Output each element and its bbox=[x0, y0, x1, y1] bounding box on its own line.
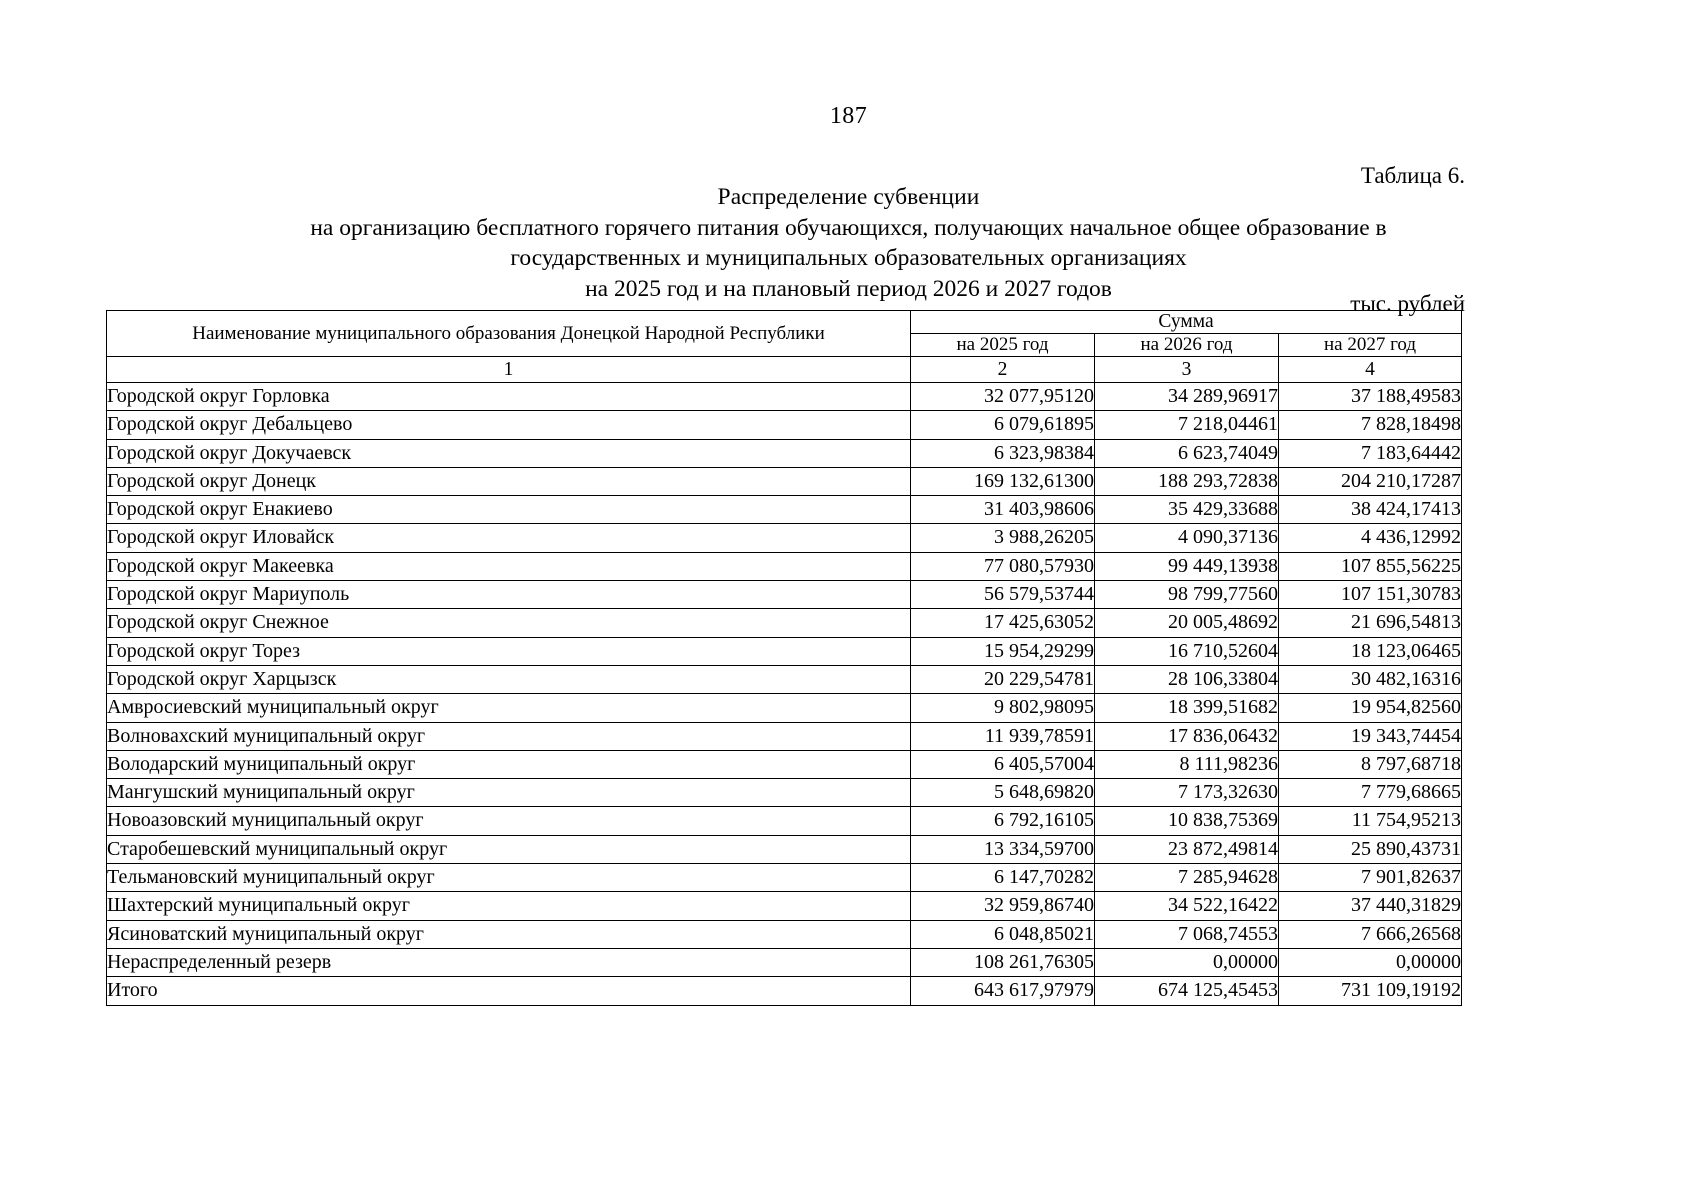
table-row bbox=[107, 750, 1462, 778]
row-municipality-name: Городской округ Харцызск bbox=[107, 665, 911, 693]
row-value-2025: 17 425,63052 bbox=[911, 609, 1095, 637]
row-municipality-name: Ясиноватский муниципальный округ bbox=[107, 920, 911, 948]
row-value-2027: 107 855,56225 bbox=[1279, 552, 1462, 580]
table-row bbox=[107, 807, 1462, 835]
table-row bbox=[107, 581, 1462, 609]
table-row bbox=[107, 552, 1462, 580]
row-value-2025: 6 405,57004 bbox=[911, 750, 1095, 778]
row-value-2025: 5 648,69820 bbox=[911, 779, 1095, 807]
row-value-2026: 7 068,74553 bbox=[1095, 920, 1279, 948]
row-value-2026: 28 106,33804 bbox=[1095, 665, 1279, 693]
row-value-2026: 17 836,06432 bbox=[1095, 722, 1279, 750]
row-value-2026: 7 285,94628 bbox=[1095, 864, 1279, 892]
row-municipality-name: Городской округ Торез bbox=[107, 637, 911, 665]
row-value-2026: 4 090,37136 bbox=[1095, 524, 1279, 552]
row-value-2027: 21 696,54813 bbox=[1279, 609, 1462, 637]
row-value-2027: 38 424,17413 bbox=[1279, 496, 1462, 524]
row-value-2027: 37 440,31829 bbox=[1279, 892, 1462, 920]
table-row bbox=[107, 665, 1462, 693]
row-value-2027: 0,00000 bbox=[1279, 948, 1462, 976]
row-value-2027: 731 109,19192 bbox=[1279, 977, 1462, 1005]
row-value-2025: 6 048,85021 bbox=[911, 920, 1095, 948]
column-number-2: 2 bbox=[911, 357, 1095, 383]
row-value-2025: 6 079,61895 bbox=[911, 411, 1095, 439]
column-number-4: 4 bbox=[1279, 357, 1462, 383]
row-value-2025: 15 954,29299 bbox=[911, 637, 1095, 665]
header-row-top bbox=[107, 311, 1462, 334]
row-municipality-name: Старобешевский муниципальный округ bbox=[107, 835, 911, 863]
row-municipality-name: Нераспределенный резерв bbox=[107, 948, 911, 976]
column-number-row bbox=[107, 357, 1462, 383]
column-number-1: 1 bbox=[107, 357, 911, 383]
row-value-2026: 10 838,75369 bbox=[1095, 807, 1279, 835]
row-value-2025: 20 229,54781 bbox=[911, 665, 1095, 693]
header-name-column: Наименование муниципального образования Донецкой Народной Республики bbox=[107, 311, 911, 357]
row-value-2025: 31 403,98606 bbox=[911, 496, 1095, 524]
row-municipality-name: Новоазовский муниципальный округ bbox=[107, 807, 911, 835]
row-municipality-name: Амвросиевский муниципальный округ bbox=[107, 694, 911, 722]
row-value-2026: 6 623,74049 bbox=[1095, 439, 1279, 467]
table-row bbox=[107, 439, 1462, 467]
table-row bbox=[107, 383, 1462, 411]
table-header bbox=[107, 311, 1462, 357]
table-row bbox=[107, 467, 1462, 495]
row-municipality-name: Городской округ Снежное bbox=[107, 609, 911, 637]
document-title bbox=[0, 182, 1697, 304]
row-value-2027: 8 797,68718 bbox=[1279, 750, 1462, 778]
table-label: Таблица 6. bbox=[1360, 163, 1465, 188]
row-value-2026: 98 799,77560 bbox=[1095, 581, 1279, 609]
table-column-numbers bbox=[107, 357, 1462, 383]
row-municipality-name: Городской округ Дебальцево bbox=[107, 411, 911, 439]
row-value-2027: 7 666,26568 bbox=[1279, 920, 1462, 948]
table-body bbox=[107, 383, 1462, 1006]
row-value-2026: 7 173,32630 bbox=[1095, 779, 1279, 807]
table-row bbox=[107, 977, 1462, 1005]
row-value-2025: 6 323,98384 bbox=[911, 439, 1095, 467]
row-municipality-name: Итого bbox=[107, 977, 911, 1005]
row-value-2025: 9 802,98095 bbox=[911, 694, 1095, 722]
table-row bbox=[107, 835, 1462, 863]
units-note: тыс. рублей bbox=[1350, 291, 1465, 316]
title-line-1: Распределение субвенции bbox=[717, 184, 980, 210]
row-value-2025: 11 939,78591 bbox=[911, 722, 1095, 750]
row-municipality-name: Волновахский муниципальный округ bbox=[107, 722, 911, 750]
table-row bbox=[107, 948, 1462, 976]
table-row bbox=[107, 524, 1462, 552]
row-value-2026: 8 111,98236 bbox=[1095, 750, 1279, 778]
header-year-2026: на 2026 год bbox=[1095, 334, 1279, 357]
header-year-2027: на 2027 год bbox=[1279, 334, 1462, 357]
title-line-3: государственных и муниципальных образовательных организациях bbox=[510, 245, 1187, 271]
row-value-2027: 7 828,18498 bbox=[1279, 411, 1462, 439]
row-value-2027: 19 954,82560 bbox=[1279, 694, 1462, 722]
row-value-2025: 108 261,76305 bbox=[911, 948, 1095, 976]
row-municipality-name: Городской округ Енакиево bbox=[107, 496, 911, 524]
row-municipality-name: Городской округ Мариуполь bbox=[107, 581, 911, 609]
table-row bbox=[107, 892, 1462, 920]
row-value-2026: 0,00000 bbox=[1095, 948, 1279, 976]
row-value-2026: 23 872,49814 bbox=[1095, 835, 1279, 863]
row-municipality-name: Мангушский муниципальный округ bbox=[107, 779, 911, 807]
row-value-2027: 25 890,43731 bbox=[1279, 835, 1462, 863]
table-row bbox=[107, 694, 1462, 722]
row-value-2025: 643 617,97979 bbox=[911, 977, 1095, 1005]
table-row bbox=[107, 864, 1462, 892]
distribution-table bbox=[106, 310, 1462, 1006]
row-value-2027: 11 754,95213 bbox=[1279, 807, 1462, 835]
row-value-2027: 7 779,68665 bbox=[1279, 779, 1462, 807]
column-number-3: 3 bbox=[1095, 357, 1279, 383]
row-value-2025: 32 077,95120 bbox=[911, 383, 1095, 411]
row-value-2027: 37 188,49583 bbox=[1279, 383, 1462, 411]
table-row bbox=[107, 411, 1462, 439]
row-value-2026: 674 125,45453 bbox=[1095, 977, 1279, 1005]
table-row bbox=[107, 637, 1462, 665]
table-row bbox=[107, 496, 1462, 524]
row-value-2027: 18 123,06465 bbox=[1279, 637, 1462, 665]
row-municipality-name: Городской округ Донецк bbox=[107, 467, 911, 495]
table-row bbox=[107, 609, 1462, 637]
header-year-2025: на 2025 год bbox=[911, 334, 1095, 357]
row-value-2026: 188 293,72838 bbox=[1095, 467, 1279, 495]
row-municipality-name: Городской округ Горловка bbox=[107, 383, 911, 411]
row-value-2026: 20 005,48692 bbox=[1095, 609, 1279, 637]
row-municipality-name: Володарский муниципальный округ bbox=[107, 750, 911, 778]
row-municipality-name: Городской округ Докучаевск bbox=[107, 439, 911, 467]
row-value-2026: 18 399,51682 bbox=[1095, 694, 1279, 722]
table-row bbox=[107, 920, 1462, 948]
row-value-2026: 34 522,16422 bbox=[1095, 892, 1279, 920]
row-value-2027: 7 901,82637 bbox=[1279, 864, 1462, 892]
page-number: 187 bbox=[829, 103, 868, 129]
row-value-2025: 169 132,61300 bbox=[911, 467, 1095, 495]
row-value-2027: 7 183,64442 bbox=[1279, 439, 1462, 467]
distribution-table-container bbox=[106, 310, 1461, 1006]
row-municipality-name: Шахтерский муниципальный округ bbox=[107, 892, 911, 920]
row-value-2026: 35 429,33688 bbox=[1095, 496, 1279, 524]
row-value-2027: 19 343,74454 bbox=[1279, 722, 1462, 750]
row-value-2025: 77 080,57930 bbox=[911, 552, 1095, 580]
row-value-2025: 32 959,86740 bbox=[911, 892, 1095, 920]
title-line-4: на 2025 год и на плановый период 2026 и 2027 годов bbox=[585, 275, 1112, 302]
row-value-2027: 204 210,17287 bbox=[1279, 467, 1462, 495]
row-municipality-name: Тельмановский муниципальный округ bbox=[107, 864, 911, 892]
row-value-2025: 56 579,53744 bbox=[911, 581, 1095, 609]
row-value-2026: 99 449,13938 bbox=[1095, 552, 1279, 580]
title-line-2: на организацию бесплатного горячего питания обучающихся, получающих начальное общее образование в bbox=[310, 214, 1387, 241]
row-value-2025: 13 334,59700 bbox=[911, 835, 1095, 863]
table-row bbox=[107, 779, 1462, 807]
row-value-2027: 4 436,12992 bbox=[1279, 524, 1462, 552]
row-municipality-name: Городской округ Макеевка bbox=[107, 552, 911, 580]
header-sum-group: Сумма bbox=[911, 311, 1462, 334]
table-row bbox=[107, 722, 1462, 750]
row-value-2026: 34 289,96917 bbox=[1095, 383, 1279, 411]
row-value-2026: 16 710,52604 bbox=[1095, 637, 1279, 665]
row-municipality-name: Городской округ Иловайск bbox=[107, 524, 911, 552]
row-value-2027: 107 151,30783 bbox=[1279, 581, 1462, 609]
row-value-2025: 6 147,70282 bbox=[911, 864, 1095, 892]
row-value-2025: 6 792,16105 bbox=[911, 807, 1095, 835]
row-value-2025: 3 988,26205 bbox=[911, 524, 1095, 552]
row-value-2026: 7 218,04461 bbox=[1095, 411, 1279, 439]
row-value-2027: 30 482,16316 bbox=[1279, 665, 1462, 693]
